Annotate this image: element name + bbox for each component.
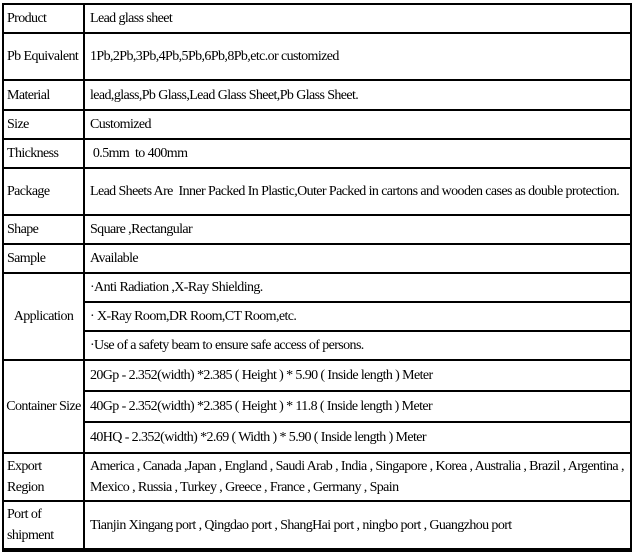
- table-row: [3, 331, 631, 360]
- table-row: [3, 33, 631, 80]
- table-row: [3, 110, 631, 139]
- table-row: [3, 244, 631, 273]
- row-value-material: lead,glass,Pb Glass,Lead Glass Sheet,Pb Glass Sheet.: [84, 80, 631, 110]
- row-label-application: Application: [3, 273, 84, 360]
- row-value-port-of-shipment: Tianjin Xingang port , Qingdao port , ShangHai port , ningbo port , Guangzhou port: [84, 501, 631, 550]
- table-row: [3, 422, 631, 453]
- row-value-shape: Square ,Rectangular: [84, 215, 631, 244]
- row-value-container-20gp: 20Gp - 2.352(width) *2.385 ( Height ) * 5.90 ( Inside length ) Meter: [84, 360, 631, 391]
- table-row: [3, 453, 631, 501]
- row-value-application-2: · X-Ray Room,DR Room,CT Room,etc.: [84, 302, 631, 331]
- row-label-port-of-shipment: Port of shipment: [3, 501, 84, 550]
- row-label-shape: Shape: [3, 215, 84, 244]
- row-value-size: Customized: [84, 110, 631, 139]
- row-label-package: Package: [3, 168, 84, 215]
- row-label-size: Size: [3, 110, 84, 139]
- row-value-thickness: 0.5mm to 400mm: [84, 139, 631, 168]
- table-row: [3, 273, 631, 302]
- table-row: [3, 302, 631, 331]
- row-value-export-region: America , Canada ,Japan , England , Saudi Arab , India , Singapore , Korea , Australia , Brazil , Argentina , Mexico , Russia , Turkey , Greece , France , Germany , Spain: [84, 453, 631, 501]
- table-row: [3, 168, 631, 215]
- table-row: [3, 501, 631, 550]
- row-value-product: Lead glass sheet: [84, 4, 631, 33]
- table-row: [3, 4, 631, 33]
- row-value-application-1: ·Anti Radiation ,X-Ray Shielding.: [84, 273, 631, 302]
- row-value-sample: Available: [84, 244, 631, 273]
- row-label-export-region: Export Region: [3, 453, 84, 501]
- row-label-product: Product: [3, 4, 84, 33]
- table-row: [3, 80, 631, 110]
- row-label-container-size: Container Size: [3, 360, 84, 453]
- row-label-thickness: Thickness: [3, 139, 84, 168]
- row-label-pb-equivalent: Pb Equivalent: [3, 33, 84, 80]
- table-row: [3, 391, 631, 422]
- row-value-container-40gp: 40Gp - 2.352(width) *2.385 ( Height ) * 11.8 ( Inside length ) Meter: [84, 391, 631, 422]
- product-spec-table: [2, 3, 632, 552]
- row-label-sample: Sample: [3, 244, 84, 273]
- row-value-application-3: ·Use of a safety beam to ensure safe access of persons.: [84, 331, 631, 360]
- row-label-material: Material: [3, 80, 84, 110]
- table-row: [3, 215, 631, 244]
- row-value-pb-equivalent: 1Pb,2Pb,3Pb,4Pb,5Pb,6Pb,8Pb,etc.or customized: [84, 33, 631, 80]
- row-value-container-40hq: 40HQ - 2.352(width) *2.69 ( Width ) * 5.90 ( Inside length ) Meter: [84, 422, 631, 453]
- row-value-package: Lead Sheets Are Inner Packed In Plastic,Outer Packed in cartons and wooden cases as double protection.: [84, 168, 631, 215]
- table-row: [3, 360, 631, 391]
- table-row: [3, 139, 631, 168]
